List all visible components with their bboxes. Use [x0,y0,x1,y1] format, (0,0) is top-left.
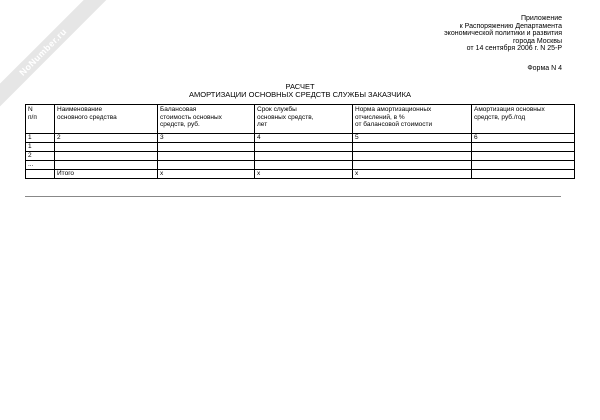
table-cell [353,143,472,152]
header-line: к Распоряжению Департамента [459,22,562,30]
table-header-row [26,105,575,134]
horizontal-divider [25,196,561,197]
table-cell [472,143,575,152]
table-cell [255,161,353,170]
table-cell: 3 [158,134,255,143]
table-cell [255,152,353,161]
header-cell-depreciation-rate: Норма амортизационных отчислений, в % от балансовой стоимости [353,105,472,134]
document-title [0,83,600,99]
table-row [26,143,575,152]
header-cell-asset-name: Наименование основного средства [55,105,158,134]
table-cell: ... [26,161,55,170]
table-cell [472,152,575,161]
table-cell [255,143,353,152]
table-cell: 2 [26,152,55,161]
table-cell: Итого [55,170,158,179]
header-line: города Москвы [513,37,562,45]
header-line: экономической политики и развития [444,30,562,38]
table-cell: 6 [472,134,575,143]
table-cell [472,170,575,179]
table-cell [353,161,472,170]
table-cell: x [353,170,472,179]
title-line-1: РАСЧЕТ [285,82,315,91]
header-cell-annual-depreciation: Амортизация основных средств, руб./год [472,105,575,134]
table-cell: 4 [255,134,353,143]
table-cell: 1 [26,143,55,152]
table-cell: x [158,170,255,179]
header-cell-book-value: Балансовая стоимость основных средств, руб. [158,105,255,134]
table-row [26,134,575,143]
header-line: Приложение [520,15,562,22]
watermark-ribbon: NoNumber.ru [0,0,109,118]
table-cell [26,170,55,179]
table-cell: x [255,170,353,179]
header-line: от 14 сентября 2006 г. N 25-Р [466,45,562,53]
depreciation-table [25,104,575,179]
table-cell [158,143,255,152]
table-cell [353,152,472,161]
table-cell [55,143,158,152]
form-number: Форма N 4 [527,65,562,72]
table-cell [55,152,158,161]
table-cell [158,161,255,170]
header-cell-service-life: Срок службы основных средств, лет [255,105,353,134]
document-header [444,15,562,53]
table-cell: 5 [353,134,472,143]
header-cell-number: N п/п [26,105,55,134]
table-cell [158,152,255,161]
table-total-row [26,170,575,179]
table-row [26,161,575,170]
table-cell: 1 [26,134,55,143]
table-row [26,152,575,161]
table-cell [472,161,575,170]
title-line-2: АМОРТИЗАЦИИ ОСНОВНЫХ СРЕДСТВ СЛУЖБЫ ЗАКАЗЧИКА [188,90,411,99]
table-cell: 2 [55,134,158,143]
table-cell [55,161,158,170]
